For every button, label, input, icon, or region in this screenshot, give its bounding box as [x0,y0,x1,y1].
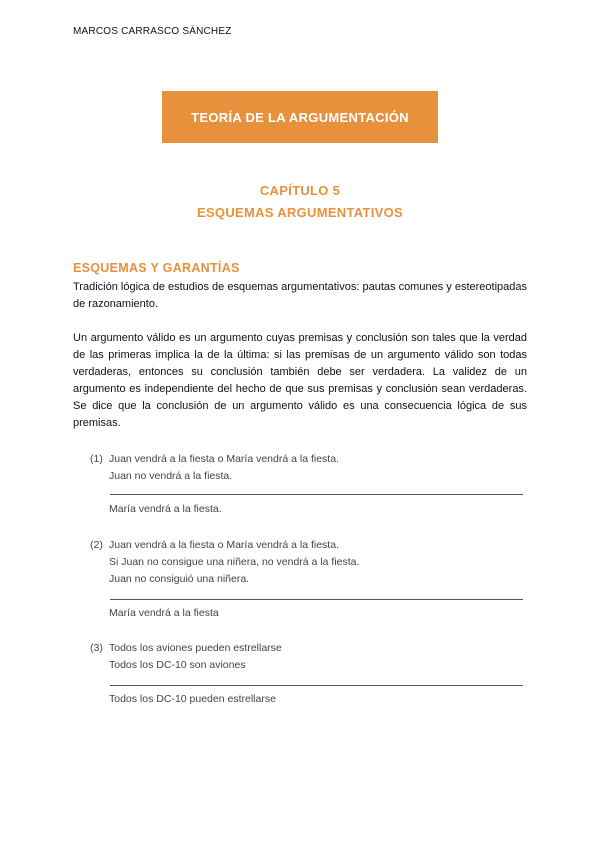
conclusion: María vendrá a la fiesta [109,607,219,619]
paragraph-validity: Un argumento válido es un argumento cuyas premisas y conclusión son tales que la verdad de las primeras implica la de la última: si las premisas de un argumento válido son todas verdaderas, entonces su conclusión también debe ser verdadera. La validez de un argumento es independiente del hecho de que sus premisas y conclusión sean verdaderas. Se dice que la conclusión de un argumento válido es una consecuencia lógica de sus premisas. [73,332,527,429]
conclusion: María vendrá a la fiesta. [109,503,222,515]
premise: Juan vendrá a la fiesta o María vendrá a la fiesta. [109,539,339,551]
conclusion: Todos los DC-10 pueden estrellarse [109,693,276,705]
section-title: ESQUEMAS Y GARANTÍAS [73,261,240,275]
inference-line [110,685,523,686]
author-header: MARCOS CARRASCO SÁNCHEZ [73,26,232,37]
inference-line [110,599,523,600]
premise: Juan vendrá a la fiesta o María vendrá a la fiesta. [109,453,339,465]
course-title-banner [162,91,438,143]
course-title: TEORÍA DE LA ARGUMENTACIÓN [191,109,409,125]
premise: Todos los DC-10 son aviones [109,659,246,671]
paragraph-intro: Tradición lógica de estudios de esquemas argumentativos: pautas comunes y estereotipadas de razonamiento. [73,281,527,310]
chapter-title: ESQUEMAS ARGUMENTATIVOS [196,205,403,220]
inference-line [110,494,523,495]
example-number: (3) [90,642,103,654]
example-1 [90,451,530,485]
chapter-number: CAPÍTULO 5 [259,183,341,198]
premise: Si Juan no consigue una niñera, no vendrá a la fiesta. [109,556,360,568]
example-2 [90,537,530,588]
premise: Todos los aviones pueden estrellarse [109,642,282,654]
premise: Juan no consiguió una niñera. [109,573,250,585]
premise: Juan no vendrá a la fiesta. [109,470,233,482]
example-number: (2) [90,539,103,551]
example-number: (1) [90,453,103,465]
example-3 [90,640,530,674]
